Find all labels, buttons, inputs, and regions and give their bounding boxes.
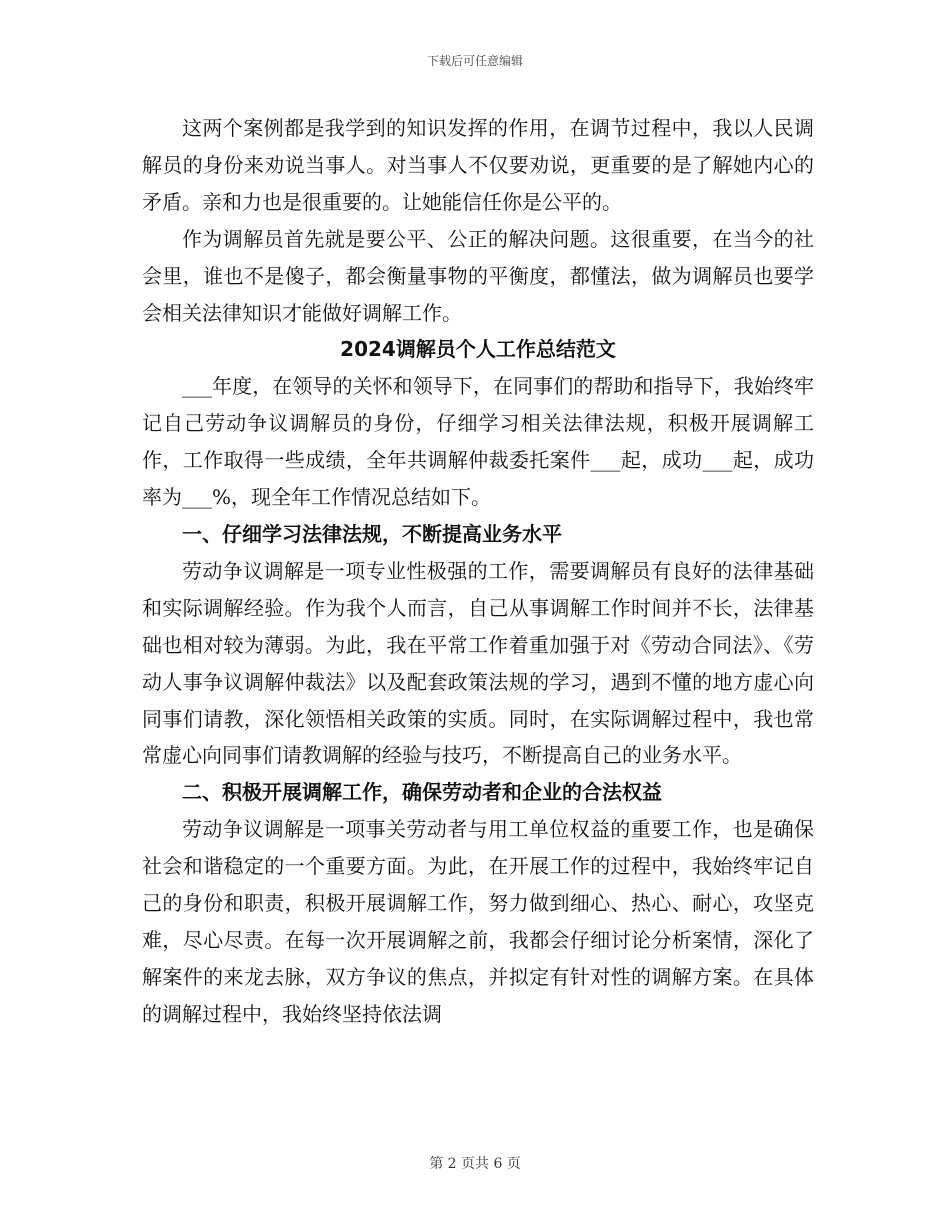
page-footer: 第 2 页共 6 页 — [429, 1156, 521, 1172]
paragraph-mediation: 劳动争议调解是一项事关劳动者与用工单位权益的重要工作，也是确保社会和谐稳定的一个重要方面。为此，在开展工作的过程中，我始终牢记自己的身份和职责，积极开展调解工作，努力做到细心、热心、耐心，攻坚克难，尽心尽责。在每一次开展调解之前，我都会仔细讨论分析案情，深化了解案件的来龙去脉，双方争议的焦点，并拟定有针对性的调解方案。在具体的调解过程中，我始终坚持依法调 — [142, 817, 814, 1026]
page-header: 下载后可任意编辑 — [426, 54, 523, 68]
document-title: 2024调解员个人工作总结范文 — [340, 337, 616, 362]
paragraph-study: 劳动争议调解是一项专业性极强的工作，需要调解员有良好的法律基础和实际调解经验。作为我个人而言，自己从事调解工作时间并不长，法律基础也相对较为薄弱。为此，我在平常工作着重加强于对《劳动合同法》、《劳动人事争议调解仲裁法》以及配套政策法规的学习，遇到不懂的地方虚心向同事们请教，深化领悟相关政策的实质。同时，在实际调解过程中，我也常常虚心向同事们请教调解的经验与技巧，不断提高自己的业务水平。 — [142, 558, 814, 768]
document-body — [142, 110, 814, 1033]
section-heading-1: 一、仔细学习法律法规，不断提高业务水平 — [182, 521, 562, 546]
paragraph-intro: ___年度，在领导的关怀和领导下，在同事们的帮助和指导下，我始终牢记自己劳动争议调解员的身份，仔细学习相关法律法规，积极开展调解工作，工作取得一些成绩，全年共调解仲裁委托案件___起，成功___起，成功率为___%，现全年工作情况总结如下。 — [142, 374, 814, 510]
section-heading-2: 二、积极开展调解工作，确保劳动者和企业的合法权益 — [182, 780, 662, 805]
paragraph-fairness: 作为调解员首先就是要公平、公正的解决问题。这很重要，在当今的社会里，谁也不是傻子，都会衡量事物的平衡度，都懂法，做为调解员也要学会相关法律知识才能做好调解工作。 — [142, 226, 814, 325]
paragraph-cases: 这两个案例都是我学到的知识发挥的作用，在调节过程中，我以人民调解员的身份来劝说当事人。对当事人不仅要劝说，更重要的是了解她内心的矛盾。亲和力也是很重要的。让她能信任你是公平的。 — [142, 116, 814, 214]
